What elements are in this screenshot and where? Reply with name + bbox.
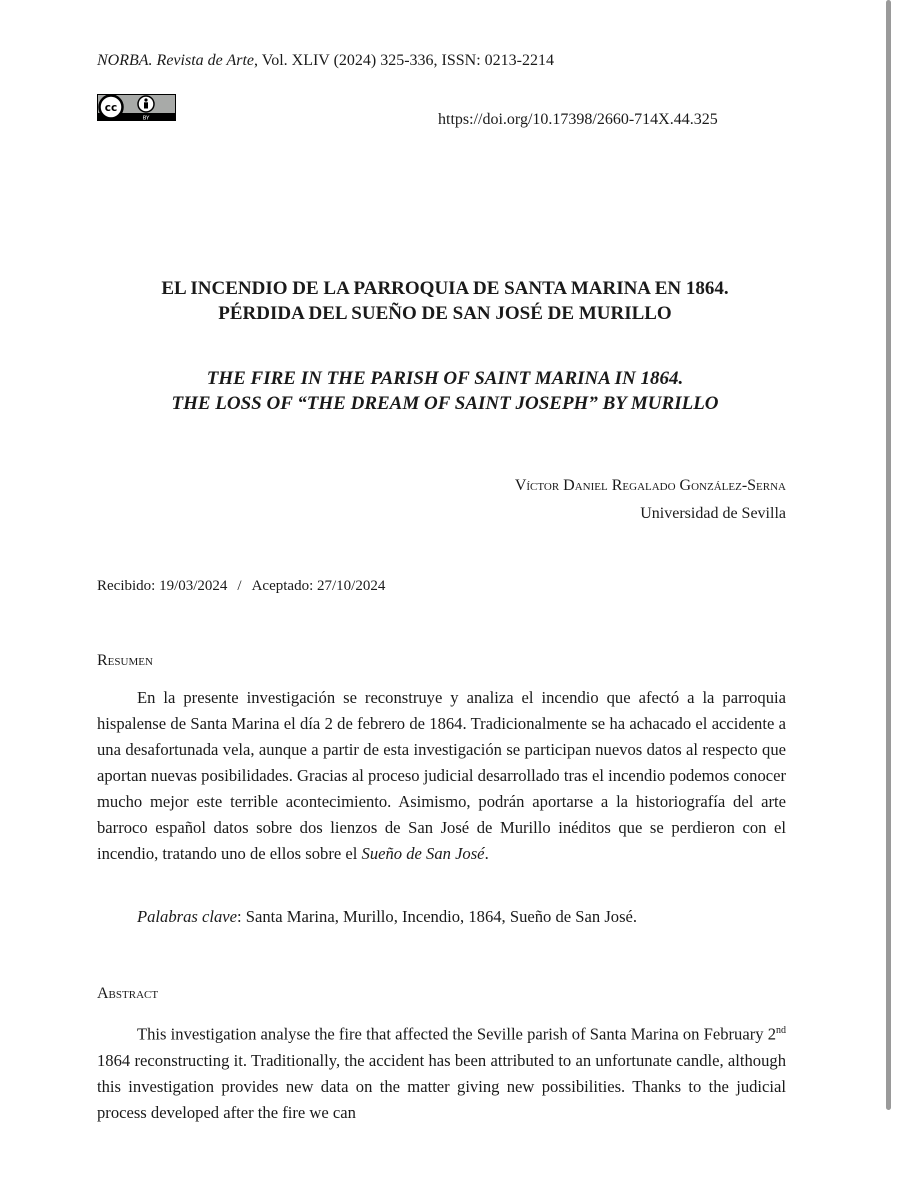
date-separator: / xyxy=(237,578,242,594)
title-english-line-1: THE FIRE IN THE PARISH OF SAINT MARINA IN 1864. xyxy=(206,368,684,389)
resumen-body xyxy=(97,685,786,867)
doi-link[interactable]: https://doi.org/10.17398/2660-714X.44.325 xyxy=(438,111,718,128)
resumen-italic-title: Sueño de San José xyxy=(361,844,485,863)
svg-text:cc: cc xyxy=(104,102,118,114)
journal-name: NORBA. Revista de Arte xyxy=(97,52,254,69)
abstract-text-1: This investigation analyse the fire that affected the Seville parish of Santa Marina on February 2 xyxy=(137,1024,776,1044)
resumen-text: En la presente investigación se reconstruye y analiza el incendio que afectó a la parroquia hispalense de Santa Marina el día 2 de febrero de 1864. Tradicionalmente se ha achacado el accidente a una desafortunada vela, aunque a partir de esta investigación se participan nuevos datos al respecto que aportan nuevas posibilidades. Gracias al proceso judicial desarrollado tras el incendio podemos conocer mucho mejor este terrible acontecimiento. Asimismo, podrán aportarse a la historiografía del arte barroco español datos sobre dos lienzos de San José de Murillo inéditos que se perdieron con el incendio, tratando uno de ellos sobre el xyxy=(97,688,786,863)
author-name: Víctor Daniel Regalado González-Serna xyxy=(514,477,786,494)
scrollbar-thumb[interactable] xyxy=(886,0,891,1110)
journal-citation xyxy=(97,52,554,70)
title-spanish xyxy=(60,276,830,326)
keywords-list: : Santa Marina, Murillo, Incendio, 1864, Sueño de San José. xyxy=(237,907,638,926)
keywords-label: Palabras clave xyxy=(137,907,238,926)
author-block xyxy=(515,472,786,528)
abstract-heading: Abstract xyxy=(97,985,159,1002)
resumen-text-end: . xyxy=(484,844,489,863)
abstract-superscript: nd xyxy=(776,1025,786,1036)
accepted-date: Aceptado: 27/10/2024 xyxy=(251,578,386,594)
cc-by-icon xyxy=(97,94,176,121)
title-english-line-2: THE LOSS OF “THE DREAM OF SAINT JOSEPH” BY MURILLO xyxy=(171,393,719,414)
abstract-text-2: 1864 reconstructing it. Traditionally, the accident has been attributed to an unfortunate candle, although this investigation provides new data on the matter giving new possibilities. Thanks to the judicial process developed after the fire we can xyxy=(97,1050,786,1122)
abstract-body xyxy=(97,1018,786,1126)
submission-dates xyxy=(97,578,385,595)
received-date: Recibido: 19/03/2024 xyxy=(97,578,228,594)
title-spanish-line-2: PÉRDIDA DEL SUEÑO DE SAN JOSÉ DE MURILLO xyxy=(218,303,672,324)
journal-details: , Vol. XLIV (2024) 325-336, ISSN: 0213-2214 xyxy=(254,52,555,69)
resumen-heading: Resumen xyxy=(97,652,153,669)
title-spanish-line-1: EL INCENDIO DE LA PARROQUIA DE SANTA MARINA EN 1864. xyxy=(161,278,729,299)
author-affiliation: Universidad de Sevilla xyxy=(640,505,786,522)
keywords xyxy=(137,907,637,927)
title-english xyxy=(60,366,830,416)
svg-text:BY: BY xyxy=(142,115,150,121)
